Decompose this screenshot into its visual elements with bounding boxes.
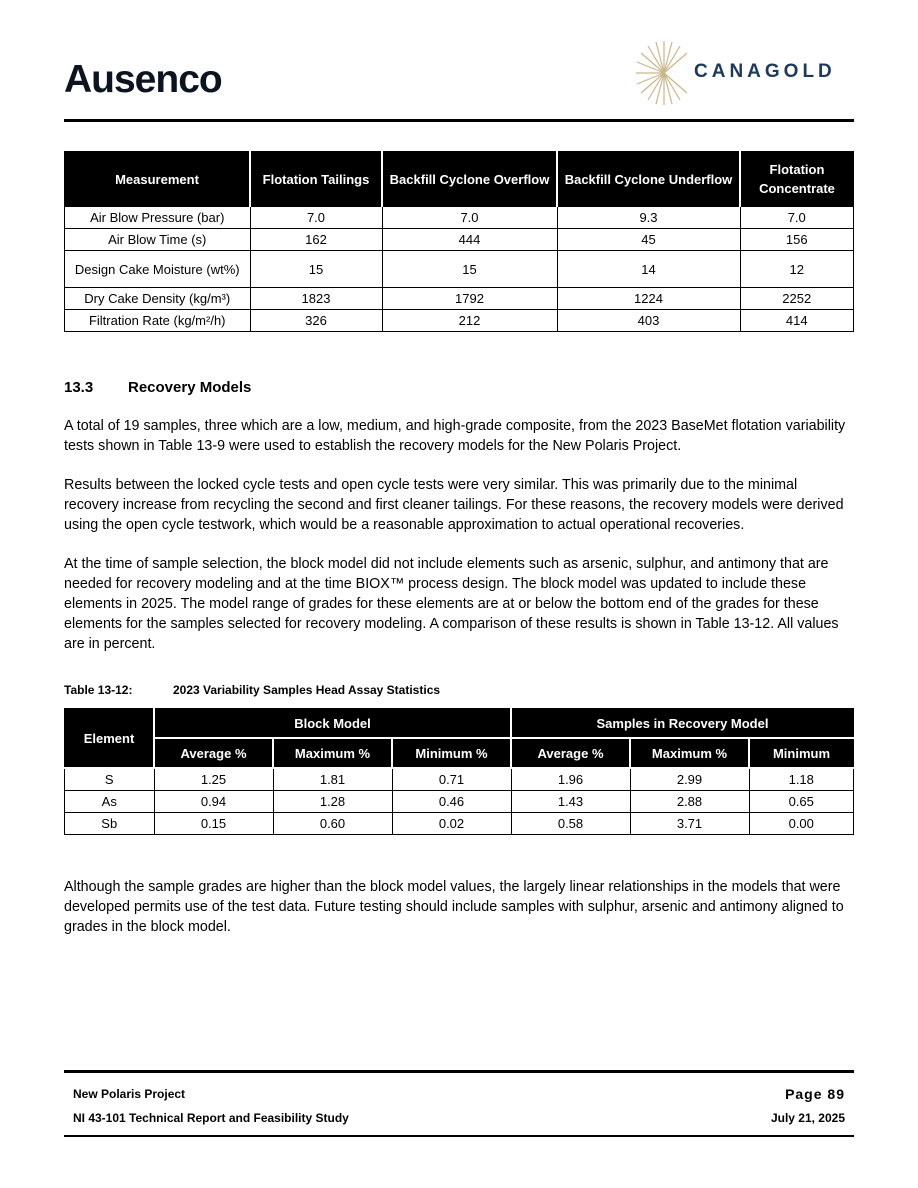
table-row [65,251,854,288]
cell: 2252 [740,288,854,310]
column-header: Flotation Tailings [250,152,382,207]
group-header: Block Model [154,709,511,739]
cell: 403 [557,310,740,332]
canagold-wordmark: CANAGOLD [694,61,836,82]
cell: 1823 [250,288,382,310]
caption-label: Table 13-12: [64,683,133,697]
paragraph: A total of 19 samples, three which are a low, medium, and high-grade composite, from the 2023 BaseMet flotation variability tests shown in Table 13-9 were used to establish the recovery models for the New Polaris Project. [64,418,846,454]
group-header: Samples in Recovery Model [511,709,854,739]
column-header: Measurement [65,152,251,207]
table-header-row [65,709,854,739]
assay-statistics-table [64,708,854,835]
ausenco-logo: Ausenco [64,58,222,101]
table-row [65,288,854,310]
caption-title: 2023 Variability Samples Head Assay Statistics [173,683,441,697]
sunburst-icon [636,38,692,108]
cell: 15 [250,251,382,288]
row-label: Design Cake Moisture (wt%) [65,251,251,288]
footer-date: July 21, 2025 [770,1111,845,1125]
cell: 9.3 [557,207,740,229]
cell: 3.71 [630,813,749,835]
cell: 1.28 [273,791,392,813]
table-header-row [65,738,854,768]
cell: 1.25 [154,768,273,791]
table-row [65,768,854,791]
cell: 7.0 [250,207,382,229]
column-header: Minimum % [392,738,511,768]
cell: 1.43 [511,791,630,813]
footer-project: New Polaris Project [73,1087,186,1101]
row-label: Dry Cake Density (kg/m³) [65,288,251,310]
cell: 414 [740,310,854,332]
table-row [65,207,854,229]
cell: 156 [740,229,854,251]
paragraph: At the time of sample selection, the block model did not include elements such as arsenic, sulphur, and antimony that are needed for recovery modeling and at the time BIOX™ process design. The block model was updated to include these elements in 2025. The model range of grades for these elements are at or below the bottom end of the grades for these elements for the samples selected for recovery modeling. A comparison of these results is shown in Table 13-12. All values are in percent. [64,556,839,652]
table-row [65,229,854,251]
cell: 7.0 [740,207,854,229]
cell: 0.60 [273,813,392,835]
footer-report-title: NI 43-101 Technical Report and Feasibility Study [73,1111,349,1125]
column-header: Average % [511,738,630,768]
column-header: Flotation Concentrate [740,152,854,207]
cell: 7.0 [382,207,557,229]
column-header: Backfill Cyclone Overflow [382,152,557,207]
table-caption [64,683,440,697]
cell: 326 [250,310,382,332]
cell: 212 [382,310,557,332]
section-number: 13.3 [64,379,94,396]
row-label: Sb [65,813,155,835]
footer-rule [64,1135,854,1137]
cell: 0.46 [392,791,511,813]
cell: 2.88 [630,791,749,813]
cell: 0.94 [154,791,273,813]
paragraph: Results between the locked cycle tests and open cycle tests were very similar. This was primarily due to the minimal recovery increase from recycling the second and first cleaner tailings. For these reasons, the recovery models were derived using the open cycle testwork, which would be a reasonable approximation to actual operational recoveries. [64,477,844,533]
column-header: Element [65,709,155,769]
table-row [65,791,854,813]
filtration-table [64,151,854,332]
cell: 12 [740,251,854,288]
column-header: Maximum % [273,738,392,768]
canagold-logo [636,38,846,108]
cell: 0.00 [749,813,854,835]
row-label: As [65,791,155,813]
row-label: Air Blow Time (s) [65,229,251,251]
cell: 1224 [557,288,740,310]
cell: 2.99 [630,768,749,791]
page-number: Page 89 [785,1086,845,1102]
cell: 0.71 [392,768,511,791]
cell: 1.96 [511,768,630,791]
table-header-row [65,152,854,207]
cell: 1.18 [749,768,854,791]
cell: 162 [250,229,382,251]
cell: 15 [382,251,557,288]
row-label: S [65,768,155,791]
table-row [65,813,854,835]
header-rule [64,119,854,122]
cell: 14 [557,251,740,288]
cell: 0.15 [154,813,273,835]
cell: 45 [557,229,740,251]
column-header: Backfill Cyclone Underflow [557,152,740,207]
cell: 0.65 [749,791,854,813]
row-label: Filtration Rate (kg/m²/h) [65,310,251,332]
cell: 0.58 [511,813,630,835]
table-row [65,310,854,332]
row-label: Air Blow Pressure (bar) [65,207,251,229]
cell: 444 [382,229,557,251]
column-header: Maximum % [630,738,749,768]
cell: 1792 [382,288,557,310]
column-header: Average % [154,738,273,768]
section-heading [64,379,251,396]
paragraph: Although the sample grades are higher than the block model values, the largely linear relationships in the models that were developed permits use of the test data. Future testing should include samples with sulphur, arsenic and antimony aligned to grades in the block model. [64,879,844,935]
footer-rule [64,1070,854,1073]
cell: 1.81 [273,768,392,791]
column-header: Minimum [749,738,854,768]
cell: 0.02 [392,813,511,835]
section-title: Recovery Models [128,379,252,396]
